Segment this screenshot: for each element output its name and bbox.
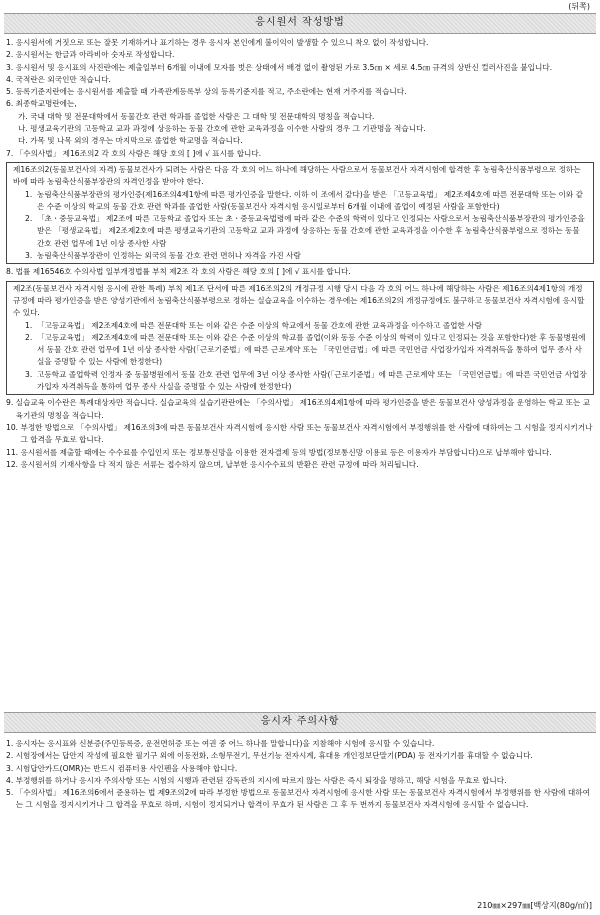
section1-title: 응시원서 작성방법: [4, 13, 596, 34]
instruction-item-number: 1.: [6, 38, 16, 47]
notice-item: [6, 738, 594, 750]
box-clause-text: 농림축산식품부장관의 평가인증(제16조의4제1항에 따른 평가인증을 말한다. 이하 이 조에서 같다)을 받은 「고등교육법」 제2조제4호에 따른 전문대학 또는 이와 같은 수준 이상의 학교의 동물 간호 관련 학과를 졸업한 사람(동물보건사 자격시험 응시일로부터 6개월 이내에 졸업이 예정된 사람을 포함한다): [37, 189, 583, 211]
paper-spec: 210㎜×297㎜[백상지(80g/㎡)]: [477, 901, 592, 911]
instruction-item: [6, 422, 594, 447]
notice-item: [6, 775, 594, 787]
box-clause-number: 3.: [25, 369, 35, 379]
instruction-item-text: 응시원서의 기재사항을 다 적지 않은 서류는 접수하지 않으며, 납부한 응시수수료의 반환은 관련 규정에 따라 처리됩니다.: [20, 459, 419, 469]
instruction-item-number: 9.: [6, 398, 16, 408]
instruction-subitem-text: 국내 대학 및 전문대학에서 동물간호 관련 학과를 졸업한 사람은 그 대학 및 전문대학의 명칭을 적습니다.: [30, 111, 375, 121]
instruction-item: [6, 62, 594, 74]
section2-title: 응시자 주의사항: [4, 712, 596, 733]
instruction-subitem-number: 다.: [18, 136, 31, 146]
notice-item-number: 4.: [6, 775, 16, 785]
instruction-item: [6, 98, 594, 110]
box-clause: [25, 189, 588, 214]
box-clause-text: 「고등교육법」 제2조제4호에 따른 전문대학 또는 이와 같은 수준 이상의 학교에서 동물 간호에 관한 교육과정을 이수하고 졸업한 사람: [37, 320, 482, 330]
instruction-item-number: 8.: [6, 267, 16, 277]
notice-item-text: 「수의사법」 제16조의6에서 준용하는 법 제9조의2에 따라 부정한 방법으로 동물보건사 자격시험에 응시한 사람 또는 동물보건사 자격시험에서 부정행위를 한 사람에 대하여는 그 시험을 정지시키거나 그 합격을 무효로 하며, 시험이 정지되거나 합격이 무효가 된 사람은 그 후 두 번까지 동물보건사 자격시험에 응시할 수 없습니다.: [15, 788, 590, 810]
notice-item-number: 5.: [6, 788, 16, 798]
instruction-item-text: 응시원서를 제출할 때에는 수수료를 수입인지 또는 정보통신망을 이용한 전자결제 등의 방법(정보통신망 이용료 등은 이용자가 부담합니다)으로 납부해야 합니다.: [20, 447, 552, 457]
box-clause-number: 1.: [25, 189, 35, 199]
instruction-item: [6, 49, 594, 61]
notice-item-text: 부정행위를 하거나 응시자 주의사항 또는 시험의 시행과 관련된 감독관의 지시에 따르지 않는 사람은 즉시 퇴장을 명하고, 해당 시험을 무효로 합니다.: [15, 775, 507, 785]
article-16-2-box: [6, 162, 594, 264]
instruction-item-number: 2.: [6, 50, 16, 60]
notice-item-text: 응시자는 응시표와 신분증(주민등록증, 운전면허증 또는 여권 중 어느 하나를 말합니다)을 지참해야 시험에 응시할 수 있습니다.: [15, 739, 435, 748]
box-clause-number: 2.: [25, 332, 35, 342]
instruction-item-number: 11.: [6, 447, 21, 457]
instruction-item-text: 부정한 방법으로 「수의사법」 제16조의3에 따른 동물보건사 자격시험에 응시한 사람 또는 동물보건사 자격시험에서 부정행위를 한 사람에 대하여는 그 시험을 정지시키거나 그 합격을 무효로 합니다.: [20, 422, 593, 445]
instruction-item-text: 최종학교명란에는,: [15, 99, 77, 109]
instruction-item: [6, 86, 594, 98]
instruction-item-number: 12.: [6, 459, 21, 469]
instruction-subitem: [18, 111, 594, 123]
notice-item: [6, 763, 594, 775]
notice-item-number: 3.: [6, 763, 16, 773]
instruction-item-text: 응시원서는 한글과 아라비아 숫자로 작성합니다.: [15, 50, 175, 60]
notice-item: [6, 787, 594, 812]
instruction-item: [6, 266, 594, 278]
instruction-item: [6, 459, 594, 471]
box-clause-text: 농림축산식품부장관이 인정하는 외국의 동물 간호 관련 면허나 자격을 가진 사람: [37, 251, 301, 261]
instruction-item-text: 「수의사법」 제16조의2 각 호의 사람은 해당 호의 [ ]에 √ 표시를 합니다.: [15, 148, 262, 158]
instruction-item-number: 4.: [6, 74, 16, 84]
box-clause: [25, 332, 588, 369]
box-intro: 제16조의2(동물보건사의 자격) 동물보건사가 되려는 사람은 다음 각 호의 어느 하나에 해당하는 사람으로서 동물보건사 자격시험에 합격한 후 농림축산식품부령으로 정하는 바에 따라 농림축산식품부장관의 자격인정을 받아야 한다.: [13, 164, 581, 187]
instruction-item-text: 국적란은 외국인만 적습니다.: [15, 74, 111, 84]
box-clause-text: 「초ㆍ중등교육법」 제2조에 따른 고등학교 졸업자 또는 초ㆍ중등교육법령에 따라 같은 수준의 학력이 있다고 인정되는 사람으로서 농림축산식품부장관의 평가인증을 받은 「평생교육법」 제2조제2호에 따른 평생교육기관의 고등학교 교과 과정에 상응하는 동물 간호에 관한 교육과정을 이수한 후 농림축산식품부령으로 정하는 동물 간호 관련 업무에 1년 이상 종사한 사람: [37, 214, 585, 248]
instruction-item-text: 실습교육 이수란은 특례대상자만 적습니다. 실습교육의 실습기관란에는 「수의사법」 제16조의4제1항에 따라 평가인증을 받은 동물보건사 양성과정을 운영하는 학교 또는 교육기관의 명칭을 적습니다.: [15, 398, 591, 420]
notice-item-number: 1.: [6, 739, 16, 748]
box-clause-text: 「고등교육법」 제2조제4호에 따른 전문대학 또는 이와 같은 수준 이상의 학교를 졸업(이와 동등 수준 이상의 학력이 있다고 인정되는 것을 포함한다)한 후 동물병원에서 동물 간호 관련 업무에 1년 이상 종사한 사람(「근로기준법」에 따른 근로계약 또는 「국민연금법」에 따른 국민연금 사업장가입자 자격취득을 통하여 업무 종사 사실을 증명할 수 있는 사람에 한정한다): [37, 332, 586, 367]
instruction-item-text: 법률 제16546호 수의사법 일부개정법률 부칙 제2조 각 호의 사람은 해당 호의 [ ]에 √ 표시를 합니다.: [15, 267, 351, 277]
notice-item: [6, 750, 594, 762]
instruction-item: [6, 148, 594, 160]
box-clause-number: 3.: [25, 251, 35, 261]
instruction-item-text: 등록기준지란에는 응시원서를 제출할 때 가족관계등록부 상의 등록기준지를 적고, 주소란에는 현재 거주지를 적습니다.: [15, 87, 407, 97]
notice-item-text: 시험답안카드(OMR)는 반드시 컴퓨터용 사인펜을 사용해야 합니다.: [15, 763, 238, 773]
box-clause-text: 고등학교 졸업학력 인정자 중 동물병원에서 동물 간호 관련 업무에 3년 이상 종사한 사람(「근로기준법」에 따른 근로계약 또는 「국민연금법」에 따른 국민연금 사업장가입자 자격취득을 통하여 업무 종사 사실을 증명할 수 있는 사람에 한정한다): [37, 369, 587, 392]
instruction-item-number: 3.: [6, 62, 16, 72]
instruction-subitem: [18, 135, 594, 147]
box-clause: [25, 369, 588, 394]
box-clause: [25, 250, 588, 262]
instruction-item: [6, 447, 594, 459]
instruction-subitem-number: 가.: [18, 111, 31, 121]
page-side-label: (뒤쪽): [568, 2, 590, 11]
instruction-item-number: 7.: [6, 148, 16, 158]
instruction-item: [6, 74, 594, 86]
instruction-item-text: 응시원서에 거짓으로 또는 잘못 기재하거나 표기하는 경우 응시자 본인에게 불이익이 발생할 수 있으니 착오 없이 작성합니다.: [15, 38, 429, 47]
instruction-item-text: 응시원서 및 응시표의 사진란에는 제출일부터 6개월 이내에 모자를 벗은 상태에서 배경 없이 촬영된 가로 3.5㎝ × 세로 4.5㎝ 규격의 상반신 컬러사진을 붙입니다.: [15, 62, 553, 72]
instruction-subitem: [18, 123, 594, 135]
instruction-item: [6, 37, 594, 49]
examinee-notices: [6, 738, 594, 812]
box-clause-number: 1.: [25, 320, 35, 330]
box-intro: 제2조(동물보건사 자격시험 응시에 관한 특례) 부칙 제1조 단서에 따른 제16조의2의 개정규정 시행 당시 다음 각 호의 어느 하나에 해당하는 사람은 제16조의4제1항의 개정규정에 따라 평가인증을 받은 양성기관에서 농림축산식품부령으로 정하는 실습교육을 이수하는 경우에는 제16조의2의 개정규정에도 불구하고 동물보건사 자격시험에 응시할 수 있다.: [13, 283, 585, 318]
instruction-subitem-text: 가목 및 나목 외의 경우는 마지막으로 졸업한 학교명을 적습니다.: [30, 136, 243, 146]
instruction-item-number: 5.: [6, 87, 16, 97]
instruction-subitem-text: 평생교육기관의 고등학교 교과 과정에 상응하는 동물 간호에 관한 교육과정을 이수한 사람의 경우 그 기관명을 적습니다.: [30, 124, 426, 134]
notice-item-number: 2.: [6, 751, 16, 761]
box-clause-number: 2.: [25, 214, 35, 224]
instruction-item-number: 6.: [6, 99, 16, 109]
instruction-subitem-number: 나.: [18, 124, 31, 134]
instruction-item-number: 10.: [6, 422, 21, 432]
supplementary-article-2-box: [6, 281, 594, 396]
box-clause: [25, 320, 588, 332]
box-clause: [25, 213, 588, 250]
notice-item-text: 시험장에서는 답안지 작성에 필요한 필기구 외에 이동전화, 소형무전기, 무선기능 전자시계, 휴대용 개인정보단말기(PDA) 등 전자기기를 휴대할 수 없습니다.: [15, 751, 533, 761]
instruction-item: [6, 397, 594, 422]
writing-instructions: [6, 37, 594, 471]
